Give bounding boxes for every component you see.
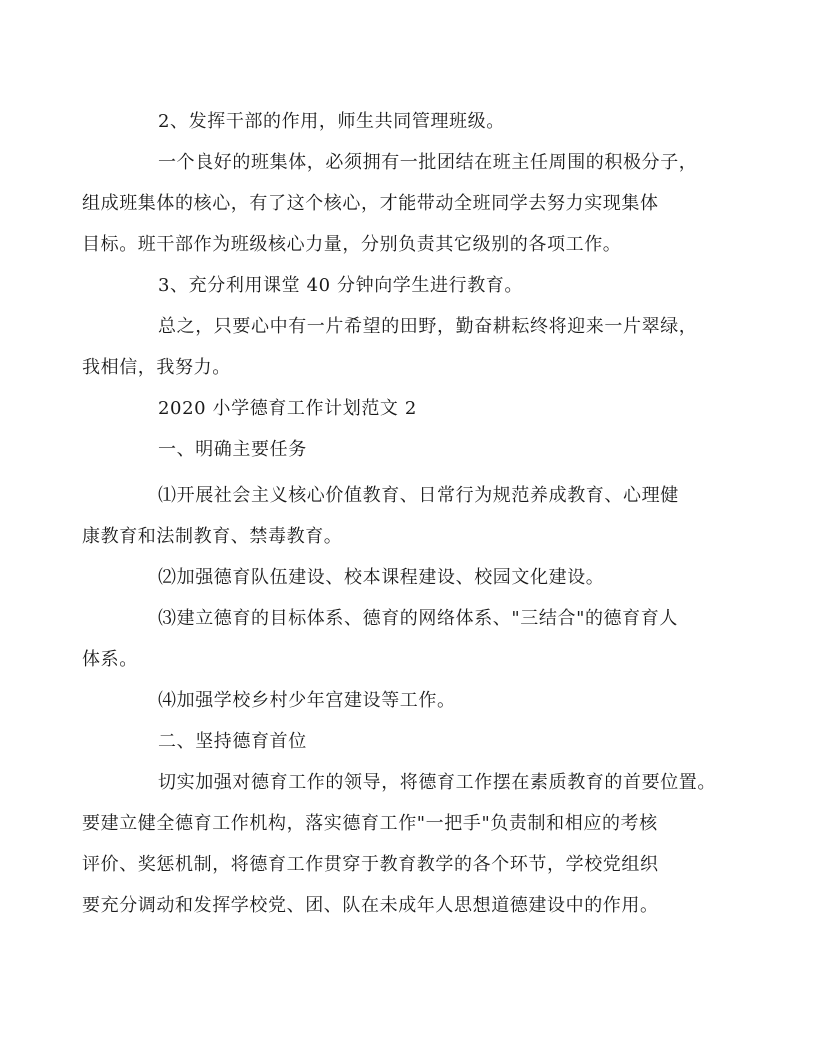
paragraph-line: 一、明确主要任务 [158, 439, 307, 460]
paragraph-line: 体系。 [82, 649, 138, 670]
paragraph-line: 2020 小学德育工作计划范文 2 [158, 398, 417, 419]
paragraph-3 [120, 265, 705, 306]
paragraph-line: 康教育和法制教育、禁毒教育。 [82, 526, 343, 547]
heading-1 [120, 429, 705, 470]
paragraph-line: 目标。班干部作为班级核心力量，分别负责其它级别的各项工作。 [82, 234, 622, 255]
heading-2 [120, 721, 705, 762]
paragraph-5 [82, 762, 716, 926]
section-title [120, 388, 705, 429]
paragraph-line: ⑵加强德育队伍建设、校本课程建设、校园文化建设。 [158, 567, 605, 588]
paragraph-4 [82, 306, 705, 388]
paragraph-line: 我相信，我努力。 [82, 357, 231, 378]
paragraph-line: ⑴开展社会主义核心价值教育、日常行为规范养成教育、心理健 [158, 485, 679, 506]
paragraph-line: 一个良好的班集体，必须拥有一批团结在班主任周围的积极分子， [158, 152, 698, 173]
paragraph-item-1 [82, 475, 705, 557]
paragraph-2 [82, 142, 705, 265]
paragraph-line: 评价、奖惩机制，将德育工作贯穿于教育教学的各个环节，学校党组织 [82, 854, 659, 875]
paragraph-item-4 [120, 680, 705, 721]
paragraph-item-3 [82, 598, 705, 680]
paragraph-line: 组成班集体的核心，有了这个核心，才能带动全班同学去努力实现集体 [82, 193, 659, 214]
paragraph-line: 切实加强对德育工作的领导，将德育工作摆在素质教育的首要位置。 [158, 772, 716, 793]
paragraph-line: 2、发挥干部的作用，师生共同管理班级。 [158, 111, 505, 132]
paragraph-item-2 [120, 557, 705, 598]
paragraph-line: 二、坚持德育首位 [158, 731, 307, 752]
paragraph-1 [120, 101, 705, 142]
paragraph-line: 总之，只要心中有一片希望的田野，勤奋耕耘终将迎来一片翠绿， [158, 316, 698, 337]
paragraph-line: 要充分调动和发挥学校党、团、队在未成年人思想道德建设中的作用。 [82, 895, 659, 916]
paragraph-line: 3、充分利用课堂 40 分钟向学生进行教育。 [158, 275, 523, 296]
paragraph-line: ⑶建立德育的目标体系、德育的网络体系、"三结合"的德育育人 [158, 608, 678, 629]
paragraph-line: ⑷加强学校乡村少年宫建设等工作。 [158, 690, 456, 711]
paragraph-line: 要建立健全德育工作机构，落实德育工作"一把手"负责制和相应的考核 [82, 813, 658, 834]
